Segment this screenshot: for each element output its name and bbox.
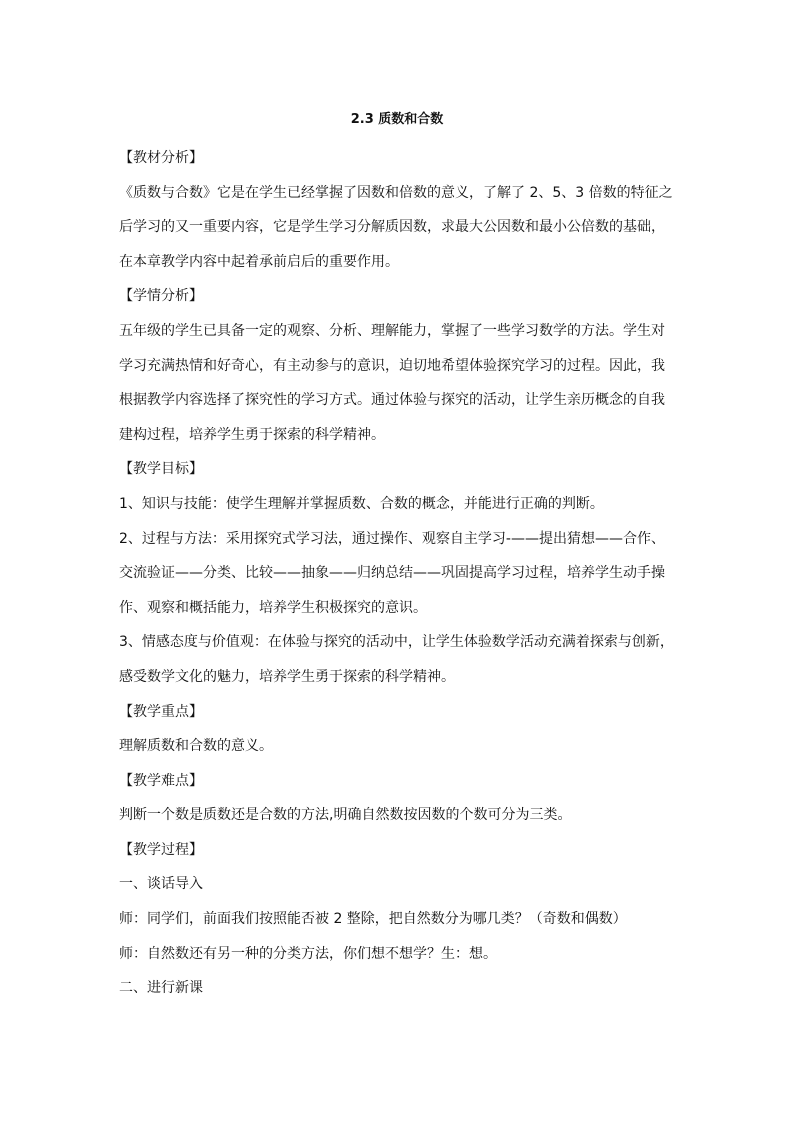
section-heading-key-points: 【教学重点】 [119,703,203,720]
document-body [119,141,679,1006]
goal-item-2: 2、过程与方法：采用探究式学习法，通过操作、观察自主学习-——提出猜想——合作、 [119,530,665,547]
goal-item-3: 3、情感态度与价值观：在体验与探究的活动中，让学生体验数学活动充满着探索与创新， [119,634,674,651]
section-heading-student-analysis: 【学情分析】 [119,288,203,305]
page-title: 2.3 质数和合数 [350,112,444,127]
paragraph-line: 感受数学文化的魅力，培养学生勇于探索的科学精神。 [119,668,455,685]
dialogue-line: 师：自然数还有另一种的分类方法，你们想不想学？生：想。 [119,945,497,962]
paragraph-line: 建构过程，培养学生勇于探索的科学精神。 [119,426,385,443]
paragraph-line: 理解质数和合数的意义。 [119,738,273,755]
dialogue-line: 师：同学们，前面我们按照能否被 2 整除，把自然数分为哪几类？（奇数和偶数） [119,911,627,928]
paragraph-line: 学习充满热情和好奇心，有主动参与的意识，迫切地希望体验探究学习的过程。因此，我 [119,357,665,374]
paragraph-line: 五年级的学生已具备一定的观察、分析、理解能力，掌握了一些学习数学的方法。学生对 [119,322,665,339]
paragraph-line: 后学习的又一重要内容，它是学生学习分解质因数，求最大公因数和最小公倍数的基础， [119,219,665,236]
paragraph-line: 判断一个数是质数还是合数的方法,明确自然数按因数的个数可分为三类。 [119,807,572,824]
paragraph-line: 根据教学内容选择了探究性的学习方式。通过体验与探究的活动，让学生亲历概念的自我 [119,392,665,409]
process-step-heading: 一、谈话导入 [119,876,203,893]
paragraph-line: 《质数与合数》它是在学生已经掌握了因数和倍数的意义，了解了 2、5、3 倍数的特征之 [119,184,673,201]
section-heading-textbook-analysis: 【教材分析】 [119,150,203,166]
section-heading-difficulties: 【教学难点】 [119,772,203,789]
paragraph-line: 作、观察和概括能力，培养学生积极探究的意识。 [119,599,427,616]
process-step-heading: 二、进行新课 [119,980,203,997]
paragraph-line: 交流验证——分类、比较——抽象——归纳总结——巩固提高学习过程，培养学生动手操 [119,565,665,582]
paragraph-line: 在本章教学内容中起着承前启后的重要作用。 [119,253,399,270]
section-heading-teaching-goals: 【教学目标】 [119,461,203,478]
goal-item-1: 1、知识与技能：使学生理解并掌握质数、合数的概念，并能进行正确的判断。 [119,495,604,512]
section-heading-teaching-process: 【教学过程】 [119,841,203,858]
